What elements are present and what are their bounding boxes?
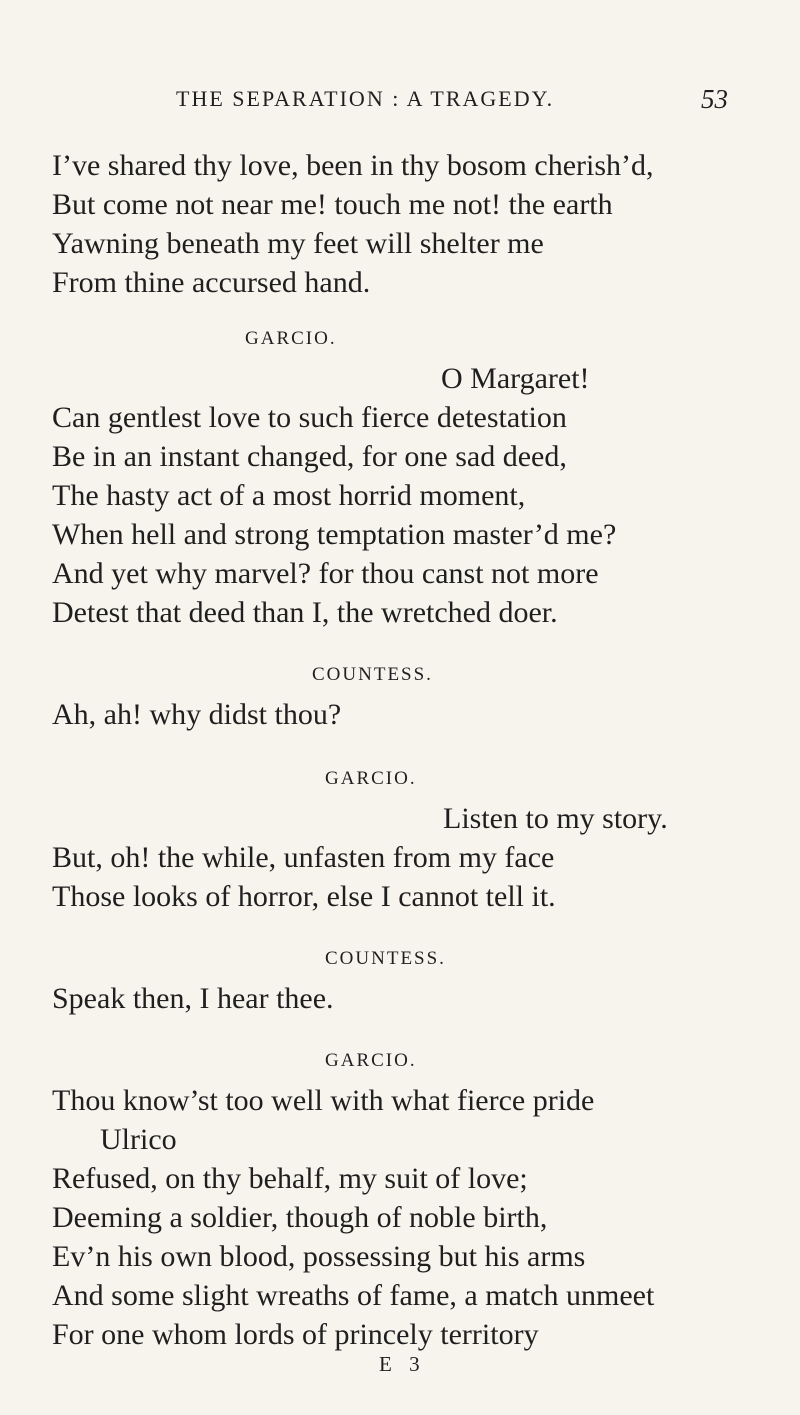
speaker-name: GARCIO. <box>325 768 417 789</box>
verse-line: But come not near me! touch me not! the earth <box>52 188 613 221</box>
verse-line: Be in an instant changed, for one sad deed, <box>52 440 567 473</box>
verse-line: And yet why marvel? for thou canst not more <box>52 557 599 590</box>
verse-line: The hasty act of a most horrid moment, <box>52 479 526 512</box>
verse-line: Deeming a soldier, though of noble birth, <box>52 1201 548 1234</box>
header-title: THE SEPARATION : A TRAGEDY. <box>176 86 555 111</box>
verse-line: O Margaret! <box>441 362 590 395</box>
signature-mark: E 3 <box>379 1352 426 1376</box>
verse-line: From thine accursed hand. <box>52 266 371 299</box>
verse-line: Ah, ah! why didst thou? <box>52 698 342 731</box>
speaker-name: COUNTESS. <box>312 664 433 685</box>
page-number: 53 <box>701 84 728 114</box>
verse-line: Detest that deed than I, the wretched doer. <box>52 596 558 629</box>
verse-line: Refused, on thy behalf, my suit of love; <box>52 1162 528 1195</box>
verse-line: Speak then, I hear thee. <box>52 982 334 1015</box>
speaker-name: GARCIO. <box>245 328 337 349</box>
verse-line: I’ve shared thy love, been in thy bosom cherish’d, <box>52 149 654 182</box>
verse-line: Listen to my story. <box>443 802 668 835</box>
verse-line: Yawning beneath my feet will shelter me <box>52 227 544 260</box>
speaker-name: GARCIO. <box>325 1050 417 1071</box>
verse-line: Ulrico <box>100 1123 177 1156</box>
verse-line: And some slight wreaths of fame, a match unmeet <box>52 1279 655 1312</box>
verse-line: When hell and strong temptation master’d me? <box>52 518 617 551</box>
running-header <box>176 86 728 112</box>
verse-line: For one whom lords of princely territory <box>52 1318 539 1351</box>
speaker-name: COUNTESS. <box>325 948 446 969</box>
verse-line: Ev’n his own blood, possessing but his arms <box>52 1240 586 1273</box>
verse-line: Thou know’st too well with what fierce pride <box>52 1084 595 1117</box>
verse-line: Can gentlest love to such fierce detestation <box>52 401 567 434</box>
verse-line: Those looks of horror, else I cannot tell it. <box>52 880 556 913</box>
verse-line: But, oh! the while, unfasten from my face <box>52 841 555 874</box>
